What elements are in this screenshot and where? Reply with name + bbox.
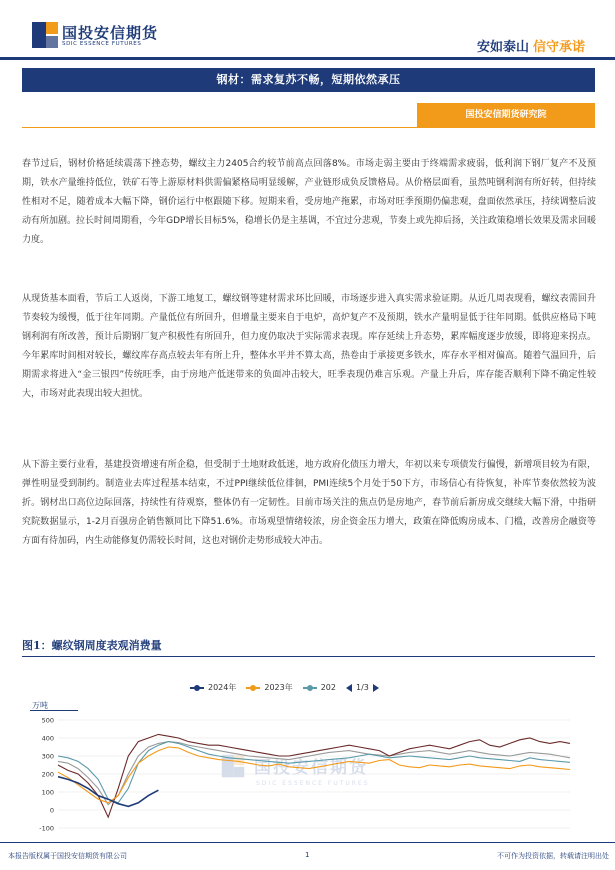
figure-title: 图1：螺纹钢周度表观消费量 — [22, 639, 162, 652]
institute-divider — [22, 127, 595, 128]
slogan — [477, 36, 585, 55]
series-line-2 — [58, 742, 570, 803]
report-title: 钢材：需求复苏不畅，短期依然承压 — [22, 68, 595, 92]
y-tick-label: -100 — [39, 824, 54, 833]
y-tick-label: 400 — [41, 734, 54, 743]
y-tick-label: 200 — [41, 770, 54, 779]
legend-label-2024: 2024年 — [208, 683, 237, 692]
slogan-part-a: 安如泰山 — [476, 40, 529, 55]
consumption-chart — [30, 678, 590, 840]
footer-disclaimer: 不可作为投资依据，转载请注明出处 — [497, 852, 609, 860]
watermark-text-en: SDIC ESSENCE FUTURES — [256, 780, 370, 787]
footer-copyright: 本报告版权属于国投安信期货有限公司 — [8, 852, 127, 860]
y-tick-label: 500 — [41, 716, 54, 725]
paragraph-2: 从现货基本面看，节后工人返岗，下游工地复工，螺纹钢等建材需求环比回暖，市场逐步进入真实需求验证期。从近几周表现看，螺纹表需回升节奏较为缓慢，低于往年同期。产量低位有所回升，但增量主要来自于电炉，高炉复产不及预期，铁水产量明显低于往年同期。低供应格局下吨钢利润有所改善，预计后期钢厂复产积极性有所回升，但力度仍取决于实际需求表现。库存延续上升态势，累库幅度逐步放缓，即将迎来拐点。今年累库时间相对较长，螺纹库存高点较去年有所上升，整体水平并不算太高，热卷由于承接更多铁水，库存水平相对偏高。随着气温回升，后期需求将进入“金三银四”传统旺季，由于房地产低迷带来的负面冲击较大，旺季表现仍难言乐观。产量上升后，库存能否顺利下降不确定性较大，市场对此表现出较大担忧。 — [22, 294, 596, 399]
legend-label-202: 202 — [320, 683, 336, 692]
paragraph-3: 从下游主要行业看，基建投资增速有所企稳，但受制于土地财政低迷，地方政府化债压力增大，年初以来专项债发行偏慢，新增项目较为有限，弹性明显受到制约。制造业去库过程基本结束，不过PPI继续低位徘徊，PMI连续5个月处于50下方，市场信心有待恢复，补库节奏依然较为波折。钢材出口高位边际回落，持续性有待观察，整体仍有一定韧性。目前市场关注的焦点仍是房地产，春节前后新房成交继续大幅下滑，中指研究院数据显示，1-2月百强房企销售额同比下降51.6%。市场观望情绪较浓，房企资金压力增大，政策在降低购房成本、门槛，改善房企融资等方面有待加码，内生动能修复仍需较长时间，这也对钢价走势形成较大冲击。 — [22, 460, 596, 546]
paragraph-1: 春节过后，钢材价格延续震荡下挫态势，螺纹主力2405合约较节前高点回落8%。市场走弱主要由于终端需求疲弱，低利润下钢厂复产不及预期，铁水产量维持低位，铁矿石等上游原材料供需偏紧格局明显缓解，产业链形成负反馈格局。从价格层面看，虽然吨钢利润有所好转，但持续性相对不足，随着成本大幅下降，钢价运行中枢跟随下移。短期来看，受房地产拖累，市场对旺季预期仍偏悲观，盘面依然承压，持续调整后波动有所加剧。拉长时间周期看，今年GDP增长目标5%，稳增长仍是主基调，不宜过分悲观，节奏上或先抑后扬，关注政策稳增长效果及需求回暖力度。 — [22, 159, 596, 245]
brand-name-en: SDIC ESSENCE FUTURES — [62, 41, 142, 47]
y-tick-label: 300 — [41, 752, 54, 761]
institute-badge: 国投安信期货研究院 — [417, 103, 595, 127]
legend-label-2023: 2023年 — [264, 683, 293, 692]
series-line-0 — [58, 777, 158, 807]
page-header — [0, 0, 615, 62]
y-tick-label: 0 — [49, 806, 54, 815]
chart-plot-area — [30, 678, 590, 840]
footer-divider — [0, 842, 615, 843]
watermark-text-cn: 国投安信期货 — [254, 758, 368, 778]
brand-name-cn: 国投安信期货 — [62, 24, 159, 42]
y-axis-unit: 万吨 — [32, 701, 48, 710]
company-logo-icon — [30, 20, 60, 50]
slogan-part-b: 信守承诺 — [532, 40, 585, 55]
header-divider — [0, 57, 615, 60]
y-tick-label: 100 — [41, 788, 54, 797]
figure-divider — [22, 656, 595, 657]
page-number: 1 — [305, 851, 310, 859]
pager-text: 1/3 — [356, 683, 369, 692]
